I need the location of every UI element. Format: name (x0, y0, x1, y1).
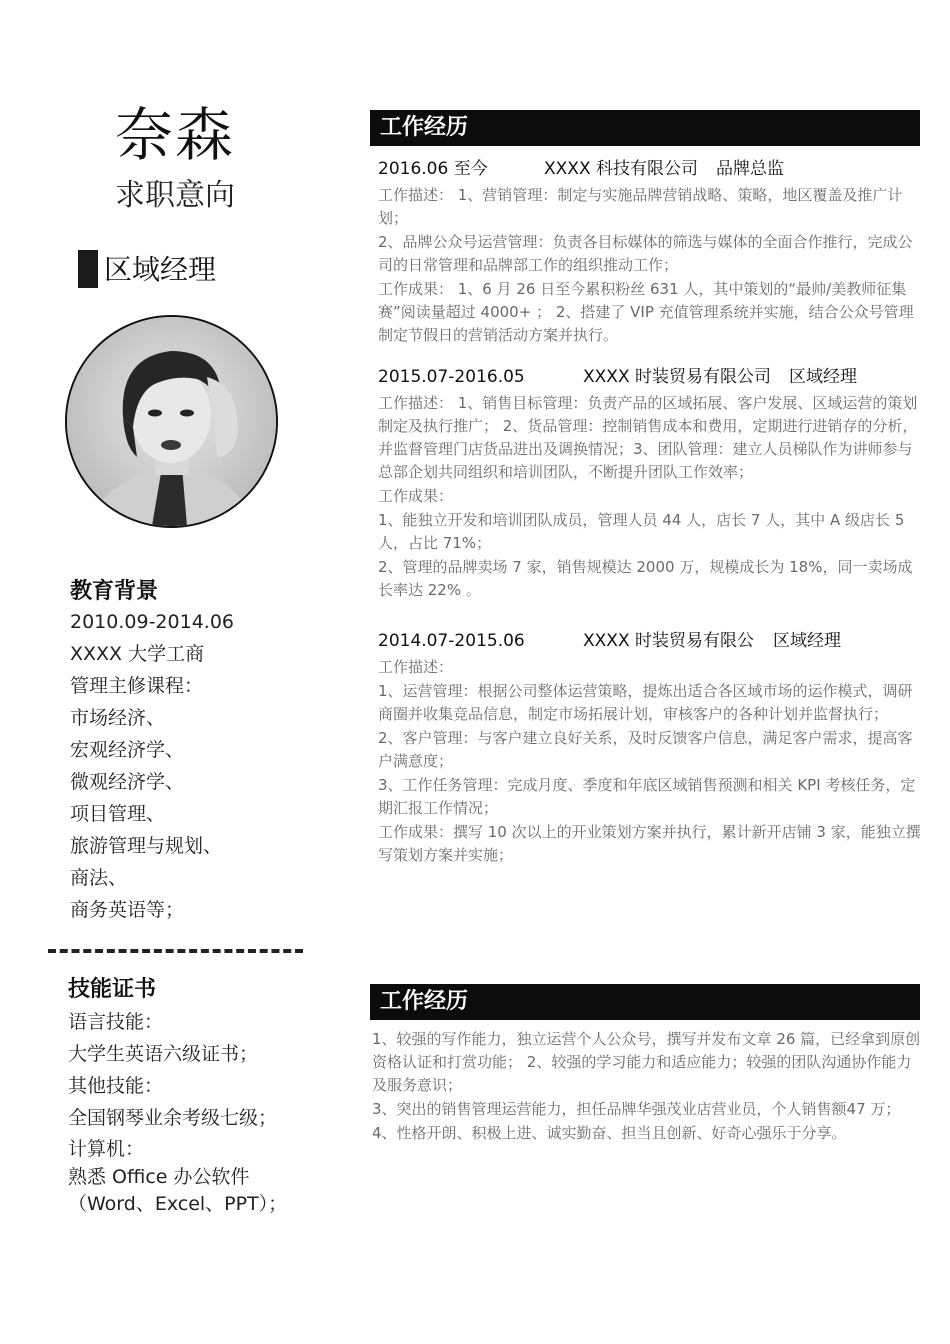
job-paragraph: 工作描述： 1、销售目标管理：负责产品的区域拓展、客户发展、区域运营的策划制定及执行推广； 2、货品管理：控制销售成本和费用，定期进行进销存的分析，并监督管理门店货品进出及调换情况；3、团队管理：建立人员梯队作为讲师参与总部企划共同组织和培训团队，不断提升团队工作效率； (378, 394, 918, 481)
candidate-name: 奈森 (114, 101, 235, 169)
avatar (65, 315, 278, 528)
job-header (378, 364, 918, 390)
section-divider (48, 949, 303, 953)
job-paragraph: 2、客户管理：与客户建立良好关系，及时反馈客户信息，满足客户需求，提高客户满意度； (378, 729, 913, 770)
job-paragraph: 3、工作任务管理：完成月度、季度和年底区域销售预测和相关 KPI 考核任务，定期汇报工作情况； (378, 776, 916, 817)
job-period: 2014.07-2015.06 (378, 631, 525, 651)
work-experience-title: 工作经历 (370, 110, 920, 146)
job-company: XXXX 时装贸易有限公司 (583, 367, 771, 387)
education-line: 商务英语等； (70, 899, 185, 921)
education-line: 项目管理、 (70, 803, 166, 825)
skills-certs-title: 技能证书 (68, 977, 157, 1002)
job-period: 2015.07-2016.05 (378, 367, 525, 387)
education-line: 管理主修课程： (70, 675, 204, 697)
skills-line: （Word、Excel、PPT）； (68, 1193, 288, 1215)
job-description (378, 392, 926, 603)
education-line: 旅游管理与规划、 (70, 835, 223, 857)
job-company: XXXX 时装贸易有限公 (583, 631, 754, 651)
job-paragraph: 1、能独立开发和培训团队成员，管理人员 44 人，店长 7 人，其中 A 级店长 5 人，占比 71%； (378, 511, 905, 552)
job-paragraph: 工作成果：撰写 10 次以上的开业策划方案并执行，累计新开店铺 3 家，能独立撰写策划方案并实施； (378, 823, 921, 864)
target-position: 区域经理 (98, 250, 234, 290)
job-description (378, 656, 926, 868)
education-title: 教育背景 (70, 579, 159, 604)
job-description (378, 184, 926, 348)
job-role: 区域经理 (789, 367, 857, 387)
skills-line: 大学生英语六级证书； (68, 1043, 259, 1065)
skills-line: 语言技能： (68, 1011, 164, 1033)
self-evaluation-text (372, 1028, 924, 1146)
job-company: XXXX 科技有限公司 (544, 159, 698, 179)
education-line: 微观经济学、 (70, 771, 185, 793)
skills-line: 计算机： (68, 1138, 145, 1160)
education-line: XXXX 大学工商 (70, 643, 205, 665)
skills-line: 熟悉 Office 办公软件 (68, 1166, 250, 1188)
education-line: 宏观经济学、 (70, 739, 185, 761)
education-list (70, 606, 234, 926)
job-paragraph: 工作成果： 1、6 月 26 日至今累积粉丝 631 人，其中策划的“最帅/美教师征集赛”阅读量超过 4000+ ； 2、搭建了 VIP 充值管理系统并实施，结合公众号管理制定节假日的营销活动方案并执行。 (378, 280, 914, 344)
job-paragraph: 1、运营管理：根据公司整体运营策略，提炼出适合各区域市场的运作模式，调研商圈并收集竞品信息，制定市场拓展计划，审核客户的各种计划并监督执行； (378, 682, 913, 723)
self-eval-paragraph: 3、突出的销售管理运营能力，担任品牌华强茂业店营业员，个人销售额47 万； (372, 1100, 901, 1118)
self-evaluation-title: 工作经历 (370, 984, 920, 1020)
self-eval-paragraph: 4、性格开朗、积极上进、诚实勤奋、担当且创新、好奇心强乐于分享。 (372, 1124, 847, 1142)
job-paragraph: 2、品牌公众号运营管理：负责各目标媒体的筛选与媒体的全面合作推行，完成公司的日常管理和品牌部工作的组织推动工作； (378, 233, 913, 274)
self-eval-paragraph: 1、较强的写作能力，独立运营个人公众号，撰写并发布文章 26 篇，已经拿到原创资格认证和打赏功能； 2、较强的学习能力和适应能力；较强的团队沟通协作能力及服务意识； (372, 1030, 921, 1094)
skills-certs-list (68, 1006, 287, 1218)
job-role: 品牌总监 (716, 159, 784, 179)
skills-line: 全国钢琴业余考级七级； (68, 1107, 278, 1129)
education-line: 商法、 (70, 867, 128, 889)
job-paragraph: 2、管理的品牌卖场 7 家，销售规模达 2000 万，规模成长为 18%，同一卖场成长率达 22% 。 (378, 558, 913, 599)
portrait-image (67, 317, 276, 526)
job-role: 区域经理 (773, 631, 841, 651)
job-intent-label: 求职意向 (115, 178, 235, 213)
job-period: 2016.06 至今 (378, 159, 488, 179)
education-line: 市场经济、 (70, 707, 166, 729)
job-header (378, 156, 918, 182)
job-paragraph: 工作成果： (378, 487, 454, 505)
education-line: 2010.09-2014.06 (70, 611, 234, 633)
job-header (378, 628, 918, 654)
job-paragraph: 工作描述： 1、营销管理：制定与实施品牌营销战略、策略，地区覆盖及推广计划； (378, 186, 903, 227)
job-paragraph: 工作描述： (378, 658, 454, 676)
skills-line: 其他技能： (68, 1075, 164, 1097)
